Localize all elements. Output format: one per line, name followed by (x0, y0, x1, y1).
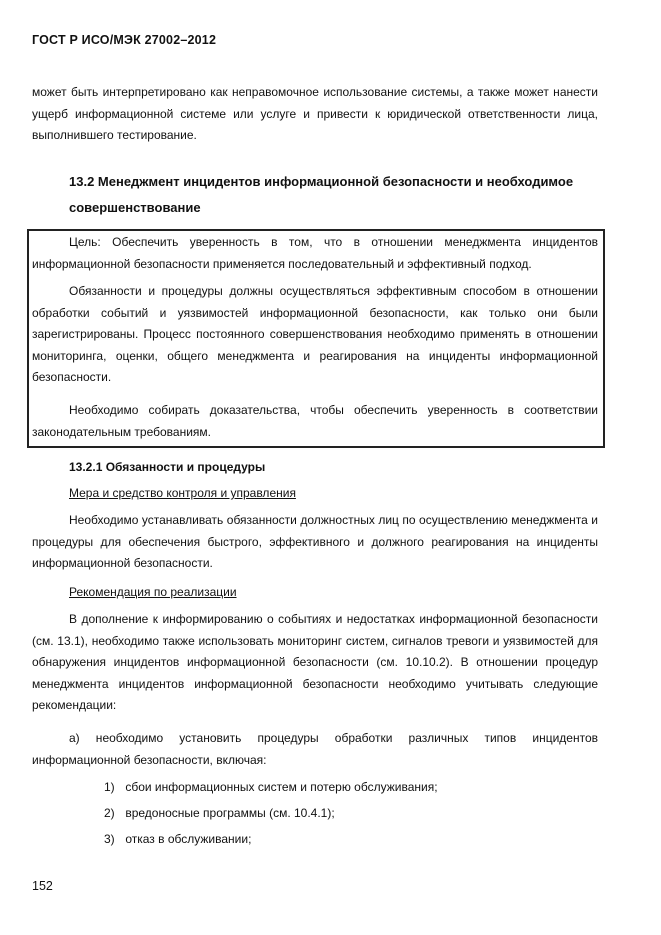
guidance-text: В дополнение к информированию о событиях и недостатках информационной безопасности (см. 13.1), необходимо также использовать мониторинг систем, сигналов тревоги и уязвимостей для обнаружения инцидентов информационной безопасности (см. 10.10.2). В отношении процедур менеджмента инцидентов информационной безопасности необходимо учитывать следующие рекомендации: (32, 612, 598, 712)
subitem-number: 1) (104, 780, 115, 794)
list-item-a: а) необходимо установить процедуры обработки различных типов инцидентов информационной безопасности, включая: (32, 731, 598, 767)
objective-evidence: Необходимо собирать доказательства, чтобы обеспечить уверенность в соответствии законодательным требованиям. (32, 403, 598, 439)
page-number: 152 (32, 879, 53, 893)
subsection-title: 13.2.1 Обязанности и процедуры (69, 460, 266, 474)
subitem-text: сбои информационных систем и потерю обслуживания; (125, 780, 438, 794)
guidance-label: Рекомендация по реализации (69, 585, 237, 599)
subitem-number: 2) (104, 806, 115, 820)
control-text: Необходимо устанавливать обязанности должностных лиц по осуществлению менеджмента и процедуры для обеспечения быстрого, эффективного и должного реагирования на инциденты информационной безопасности. (32, 513, 598, 570)
subitem-text: отказ в обслуживании; (125, 832, 252, 846)
objective-duties: Обязанности и процедуры должны осуществляться эффективным способом в отношении обработки событий и уязвимостей информационной безопасности, как только они были зарегистрированы. Процесс постоянного совершенствования необходимо применять в отношении мониторинга, оценки, общего менеджмента и реагирования на инциденты информационной безопасности. (32, 284, 598, 384)
continuation-paragraph: может быть интерпретировано как неправомочное использование системы, а также может нанести ущерб информационной системе или услуге и привести к юридической ответственности лица, выполнившего тестирование. (32, 85, 598, 142)
section-title: 13.2 Менеджмент инцидентов информационной безопасности и необходимое совершенствование (69, 174, 574, 215)
subitem-1 (104, 780, 438, 794)
objective-goal: Цель: Обеспечить уверенность в том, что в отношении менеджмента инцидентов информационной безопасности применяется последовательный и эффективный подход. (32, 235, 598, 271)
document-header: ГОСТ Р ИСО/МЭК 27002–2012 (32, 33, 217, 47)
subitem-text: вредоносные программы (см. 10.4.1); (125, 806, 335, 820)
subitem-2 (104, 806, 335, 820)
subitem-number: 3) (104, 832, 115, 846)
subitem-3 (104, 832, 251, 846)
control-label: Мера и средство контроля и управления (69, 486, 296, 500)
